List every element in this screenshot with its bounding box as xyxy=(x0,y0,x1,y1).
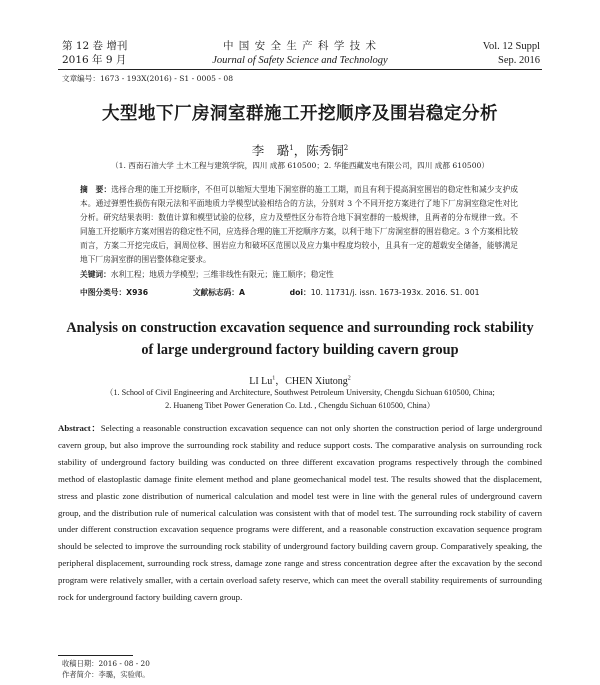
affiliations-en: （1. School of Civil Engineering and Architecture, Southwest Petroleum University, Chengdu Sichuan 610500, China; 2. Huaneng Tibet Power Generation Co. Ltd. , Chengdu Sichuan 610500, China） xyxy=(105,388,495,411)
volume-cn: 第 12 卷 增刊 xyxy=(62,40,128,52)
article-id: 文章编号：1673 - 193X(2016) - S1 - 0005 - 08 xyxy=(62,74,234,83)
header-rule xyxy=(58,69,542,70)
abstract-cn: 摘 要：选择合理的施工开挖顺序，不但可以缩短大型地下洞室群的施工工期，而且有利于提高洞室围岩的稳定性和减少支护成本。通过弹塑性损伤有限元法和平面地质力学模型试验相结合的方法，分别对 3 个不同开挖方案进行了地下厂房洞室稳定性对比分析。研究结果表明：数值计算和模型试验的位移，应力及塑性区分布符合地下洞室群的一般规律，且两者的分布规律一致。不同施工开挖顺序方案对围岩的稳定性不同，应选择合理的施工开挖顺序方案，以利于地下厂房洞室群的围岩稳定。3 个方案相比较而言，方案二开挖完成后，洞周位移、围岩应力和破坏区范围以及应力集中程度均较小，且具有一定的超载安全储备，能够满足地下厂房洞室群的围岩整体稳定要求。 关键词：水利工程；地质力学模型；三维非线性有限元；施工顺序；稳定性 xyxy=(80,185,518,279)
volume-en: Vol. 12 Suppl xyxy=(482,41,540,52)
journal-name-en: Journal of Safety Science and Technology xyxy=(212,55,388,66)
author-bio: 作者简介：李璐，实验师。 xyxy=(62,670,150,679)
abstract-en: Abstract：Selecting a reasonable construction excavation sequence can not only shorten the construction period of large underground cavern group, but also improve the surrounding rock stability and reduce support costs. The comparative analysis on surrounding rock stability of underground factory building was conducted on three different excavation programs respectively through the combined method of elastoplastic damage finite element method and plane geomechanical model test. The results showed that the displacement, stress and plastic zone distribution of numerical calculation and model test were in line with the general rules of underground cavern group, and the distribution rule of numerical calculation was consistent with that of model test. The surrounding rock stability of cavern under different construction excavation sequence programs were different, and a reasonable construction excavation sequence program should be selected to improve the surrounding rock stability of underground factory building cavern group. Comparatively speaking, the peripheral displacement, surrounding rock stress, damage zone range and stress concentration degree after the excavation by the second program were relatively smaller, with a certain overload safety reserve, which can meet the overall stability requirements of surrounding rock for underground factory building cavern group. xyxy=(58,423,542,603)
date-en: Sep. 2016 xyxy=(498,55,540,66)
title-en: Analysis on construction excavation sequence and surrounding rock stability of large underground factory building cavern group xyxy=(66,320,534,358)
affiliations-cn: （1. 西南石油大学 土木工程与建筑学院，四川 成都 610500；2. 华能西藏发电有限公司，四川 成都 610500） xyxy=(111,161,489,170)
page-title: 大型地下厂房洞室群施工开挖顺序及围岩稳定分析 xyxy=(102,104,498,124)
footnote-rule xyxy=(58,655,133,656)
classification-line: 中图分类号：X936 文献标志码：A doi：10. 11731/j. issn. 1673-193x. 2016. S1. 001 xyxy=(80,288,480,297)
authors-cn: 李 璐$^1$，陈秀铜$^2$ xyxy=(251,143,349,158)
journal-name-cn: 中 国 安 全 生 产 科 学 技 术 xyxy=(222,40,378,52)
authors-en: LI Lu$^1$，CHEN Xiutong$^2$ xyxy=(249,375,351,387)
received-date: 收稿日期：2016 - 08 - 20 xyxy=(62,659,150,668)
date-cn: 2016 年 9 月 xyxy=(62,54,127,66)
